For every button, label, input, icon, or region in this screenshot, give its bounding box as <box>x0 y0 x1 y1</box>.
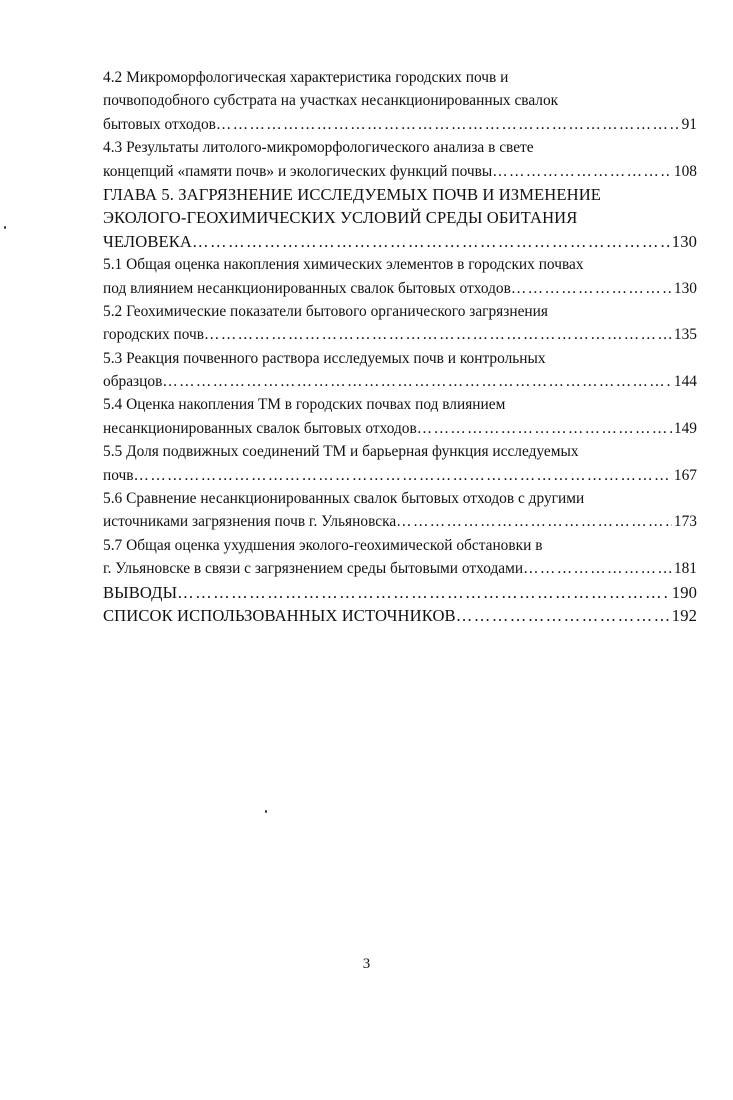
toc-page-number: 130 <box>673 279 697 297</box>
toc-entry-text: городских почв <box>103 326 205 344</box>
table-of-contents <box>103 66 697 627</box>
toc-entry-text: 5.4 Оценка накопления ТМ в городских почвах под влиянием <box>103 396 506 414</box>
toc-line <box>103 277 697 300</box>
toc-line <box>103 183 697 206</box>
toc-line <box>103 370 697 393</box>
toc-line <box>103 557 697 580</box>
dot-leader <box>396 510 672 533</box>
toc-entry-text: СПИСОК ИСПОЛЬЗОВАННЫХ ИСТОЧНИКОВ <box>103 605 456 625</box>
toc-line <box>103 113 697 136</box>
dot-leader <box>456 604 670 627</box>
dot-leader <box>492 160 672 183</box>
toc-entry-text: 5.1 Общая оценка накопления химических элементов в городских почвах <box>103 256 584 274</box>
toc-line <box>103 300 697 323</box>
toc-line <box>103 206 697 229</box>
toc-line <box>103 534 697 557</box>
toc-page-number: 167 <box>673 466 697 484</box>
toc-section-entry <box>103 440 697 487</box>
toc-line <box>103 230 697 253</box>
toc-entry-text: ЭКОЛОГО-ГЕОХИМИЧЕСКИХ УСЛОВИЙ СРЕДЫ ОБИТАНИЯ <box>103 208 578 228</box>
toc-entry-text: 5.5 Доля подвижных соединений ТМ и барьерная функция исследуемых <box>103 443 579 461</box>
scan-speck <box>265 810 267 813</box>
toc-section-entry <box>103 487 697 534</box>
toc-line <box>103 440 697 463</box>
toc-entry-text: 5.3 Реакция почвенного раствора исследуемых почв и контрольных <box>103 349 546 367</box>
toc-entry-text: ЧЕЛОВЕКА <box>103 231 192 251</box>
toc-entry-text: почв <box>103 466 134 484</box>
toc-line <box>103 160 697 183</box>
dot-leader <box>216 113 680 136</box>
toc-page-number: 144 <box>673 373 697 391</box>
page-number: 3 <box>362 956 371 972</box>
dot-leader <box>177 581 670 604</box>
toc-chapter-entry <box>103 604 697 627</box>
toc-section-entry <box>103 300 697 347</box>
toc-page-number: 135 <box>673 326 697 344</box>
toc-entry-text: источниками загрязнения почв г. Ульяновска <box>103 513 397 531</box>
toc-line <box>103 417 697 440</box>
dot-leader <box>511 277 672 300</box>
dot-leader <box>417 417 672 440</box>
toc-chapter-entry <box>103 183 697 253</box>
toc-chapter-entry <box>103 581 697 604</box>
toc-entry-text: 4.3 Результаты литолого-микроморфологического анализа в свете <box>103 139 534 157</box>
toc-page-number: 130 <box>671 231 697 251</box>
toc-entry-text: 5.2 Геохимические показатели бытового органического загрязнения <box>103 302 548 320</box>
dot-leader <box>162 370 672 393</box>
toc-line <box>103 89 697 112</box>
dot-leader <box>523 557 672 580</box>
toc-section-entry <box>103 534 697 581</box>
dot-leader <box>204 323 672 346</box>
toc-entry-text: бытовых отходов <box>103 115 216 133</box>
toc-section-entry <box>103 253 697 300</box>
toc-entry-text: 4.2 Микроморфологическая характеристика городских почв и <box>103 69 509 86</box>
toc-section-entry <box>103 136 697 183</box>
toc-page-number: 91 <box>681 115 697 133</box>
toc-section-entry <box>103 66 697 136</box>
toc-section-entry <box>103 393 697 440</box>
toc-entry-text: под влиянием несанкционированных свалок бытовых отходов <box>103 279 511 297</box>
toc-line <box>103 136 697 159</box>
toc-entry-text: образцов <box>103 373 163 391</box>
dot-leader <box>134 464 672 487</box>
toc-entry-text: концепций «памяти почв» и экологических функций почвы <box>103 162 493 180</box>
toc-line <box>103 510 697 533</box>
toc-entry-text: ГЛАВА 5. ЗАГРЯЗНЕНИЕ ИССЛЕДУЕМЫХ ПОЧВ И ИЗМЕНЕНИЕ <box>103 184 602 204</box>
toc-entry-text: несанкционированных свалок бытовых отходов <box>103 419 417 437</box>
toc-line <box>103 253 697 276</box>
toc-section-entry <box>103 347 697 394</box>
dot-leader <box>192 230 670 253</box>
toc-page-number: 108 <box>673 162 697 180</box>
toc-entry-text: ВЫВОДЫ <box>103 582 178 602</box>
scan-speck <box>4 226 6 229</box>
toc-page-number: 192 <box>671 605 697 625</box>
toc-line <box>103 347 697 370</box>
toc-line <box>103 464 697 487</box>
toc-line <box>103 581 697 604</box>
toc-page-number: 173 <box>673 513 697 531</box>
toc-line <box>103 487 697 510</box>
toc-line <box>103 393 697 416</box>
toc-page-number: 149 <box>673 419 697 437</box>
toc-page-number: 181 <box>673 560 697 578</box>
toc-line <box>103 323 697 346</box>
toc-line <box>103 604 697 627</box>
toc-page-number: 190 <box>671 582 697 602</box>
toc-entry-text: 5.6 Сравнение несанкционированных свалок бытовых отходов с другими <box>103 490 585 508</box>
toc-entry-text: г. Ульяновске в связи с загрязнением среды бытовыми отходами <box>103 560 524 578</box>
toc-entry-text: 5.7 Общая оценка ухудшения эколого-геохимической обстановки в <box>103 536 543 554</box>
toc-line <box>103 66 697 89</box>
toc-entry-text: почвоподобного субстрата на участках несанкционированных свалок <box>103 92 559 110</box>
